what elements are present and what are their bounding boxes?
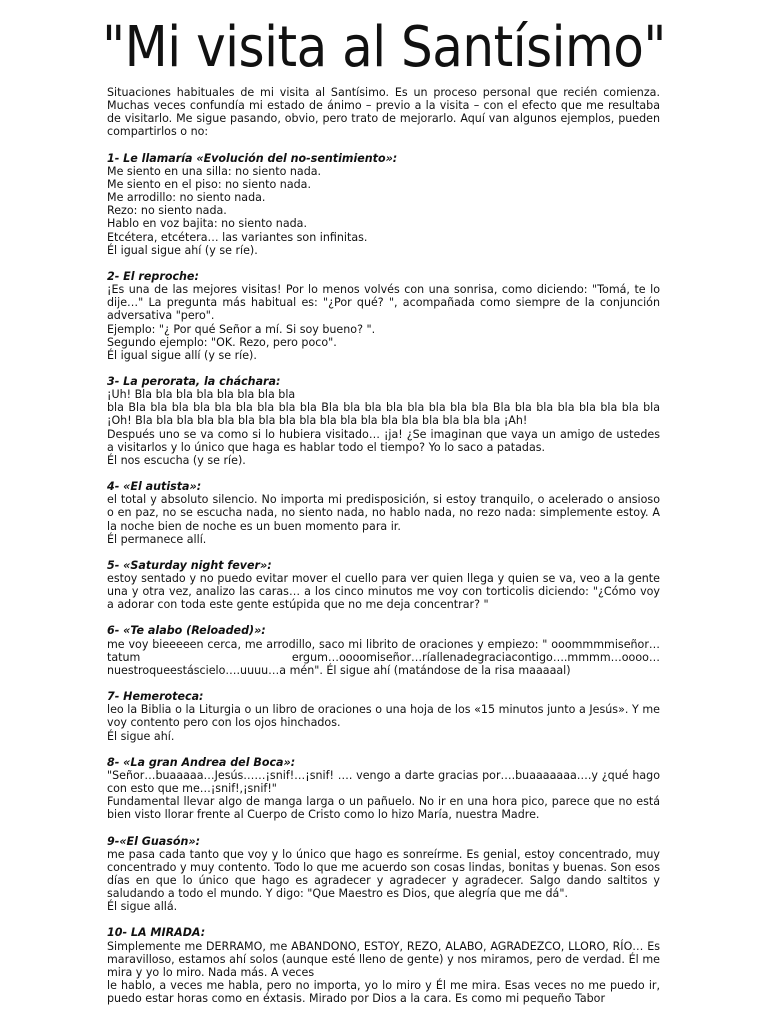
- section-line: leo la Biblia o la Liturgia o un libro de oraciones o una hoja de los «15 minutos junto a Jesús». Y me voy contento pero con los ojos hinchados.: [107, 703, 660, 730]
- sections-list: [107, 152, 660, 1006]
- section-line: estoy sentado y no puedo evitar mover el cuello para ver quien llega y quien se va, veo a la gente una y otra vez, analizo las caras… a los cinco minutos me voy con torticolis diciendo: "¿Cómo voy a adorar con toda este gente estúpida que no me deja concentrar? ": [107, 572, 660, 612]
- section-line: Él permanece allí.: [107, 532, 207, 546]
- section-line: Hablo en voz bajita: no siento nada.: [107, 217, 308, 231]
- section-line: Después uno se va como si lo hubiera visitado… ¡ja! ¿Se imaginan que vaya un amigo de ustedes a visitarlos y lo único que haga es hablar todo el tiempo? Yo lo saco a patadas.: [107, 427, 660, 454]
- section-title: 7- Hemeroteca:: [107, 690, 204, 704]
- section-title: 1- Le llamaría «Evolución del no-sentimiento»:: [107, 151, 398, 165]
- section-10: [107, 926, 660, 1005]
- document-title: "Mi visita al Santísimo": [102, 14, 666, 80]
- section-line: Él nos escucha (y se ríe).: [107, 453, 246, 467]
- section-title: 4- «El autista»:: [107, 480, 202, 494]
- section-8: [107, 756, 660, 822]
- section-4: [107, 480, 660, 546]
- section-line: Segundo ejemplo: "OK. Rezo, pero poco".: [107, 335, 337, 349]
- section-1: [107, 152, 660, 257]
- section-line: Rezo: no siento nada.: [107, 204, 227, 218]
- section-title: 2- El reproche:: [107, 269, 199, 283]
- section-line: Me siento en el piso: no siento nada.: [107, 177, 311, 191]
- section-line: me voy bieeeeen cerca, me arrodillo, saco mi librito de oraciones y empiezo: " ooommmmiseñor…tatum ergum…oooomiseñor…ríallenadegraciacontigo….mmmm…oooo…nuestroqueestáscielo….uuuu…a mén". Él sigue ahí (matándose de la risa maaaaal): [107, 637, 660, 677]
- section-line: ¡Es una de las mejores visitas! Por lo menos volvés con una sonrisa, como diciendo: "Tomá, te lo dije…" La pregunta más habitual es: "¿Por qué? ", acompañada como siempre de la conjunción adversativa "pero".: [107, 283, 660, 323]
- section-line: ¡Uh! Bla bla bla bla bla bla bla bla: [107, 388, 296, 402]
- section-line: me pasa cada tanto que voy y lo único que hago es sonreírme. Es genial, estoy concentrado, muy concentrado y muy contento. Todo lo que me acuerdo son cosas lindas, bonitas y buenas. Son esos días en que lo único que hago es agradecer y agradecer y agradecer. Salgo dando saltitos y saludando a todo el mundo. Y digo: "Que Maestro es Dios, que alegría que me dá".: [107, 847, 660, 901]
- document-body: [107, 86, 660, 1018]
- section-line: Me arrodillo: no siento nada.: [107, 191, 266, 205]
- section-line: Él sigue ahí.: [107, 729, 175, 743]
- section-3: [107, 375, 660, 467]
- section-title: 9-«El Guasón»:: [107, 834, 201, 848]
- section-5: [107, 559, 660, 612]
- section-line: Él igual sigue ahí (y se ríe).: [107, 243, 258, 257]
- section-line: Simplemente me DERRAMO, me ABANDONO, ESTOY, REZO, ALABO, AGRADEZCO, LLORO, RÍO… Es maravilloso, estamos ahí solos (aunque esté lleno de gente) y nos miramos, pero de verdad. Él me mira y yo lo miro. Nada más. A veces: [107, 939, 660, 979]
- section-2: [107, 270, 660, 362]
- section-title: 5- «Saturday night fever»:: [107, 558, 272, 572]
- section-line: "Señor…buaaaaa…Jesús……¡snif!…¡snif! …. vengo a darte gracias por….buaaaaaaa….y ¿qué hago con esto que me…¡snif!,¡snif!": [107, 768, 660, 796]
- section-line: Fundamental llevar algo de manga larga o un pañuelo. No ir en una hora pico, parece que no está bien visto llorar frente al Cuerpo de Cristo como lo hizo María, nuestra Madre.: [107, 795, 660, 822]
- section-title: 3- La perorata, la cháchara:: [107, 374, 281, 388]
- intro-paragraph: Situaciones habituales de mi visita al Santísimo. Es un proceso personal que recién comienza. Muchas veces confundía mi estado de ánimo – previo a la visita – con el efecto que me resultaba de visitarlo. Me sigue pasando, obvio, pero trato de mejorarlo. Aquí van algunos ejemplos, pueden compartirlos o no:: [107, 86, 660, 139]
- section-line: el total y absoluto silencio. No importa mi predisposición, si estoy tranquilo, o acelerado o ansioso o en paz, no se escucha nada, no siento nada, no hablo nada, no rezo nada: simplemente estoy. A la noche bien de noche es un buen momento para ir.: [107, 493, 660, 533]
- section-line: Ejemplo: "¿ Por qué Señor a mí. Si soy bueno? ".: [107, 322, 376, 336]
- section-title: 6- «Te alabo (Reloaded)»:: [107, 624, 266, 638]
- section-6: [107, 624, 660, 677]
- section-title: 8- «La gran Andrea del Boca»:: [107, 755, 296, 769]
- section-7: [107, 690, 660, 743]
- section-9: [107, 835, 660, 914]
- section-line: Él sigue allá.: [107, 900, 178, 914]
- section-line: Él igual sigue allí (y se ríe).: [107, 348, 257, 362]
- section-line: le hablo, a veces me habla, pero no importa, yo lo miro y Él me mira. Esas veces no me puedo ir, puedo estar horas como en éxtasis. Mirado por Dios a la cara. Es como mi pequeño Tabor: [107, 979, 660, 1006]
- section-line: Me siento en una silla: no siento nada.: [107, 164, 322, 178]
- section-line: bla Bla bla bla bla bla bla bla bla bla Bla bla bla bla bla bla bla bla Bla bla bla bla bla bla bla bla ¡Oh! Bla bla bla bla bla bla bla bla bla bla bla bla bla bla bla bla bla bla ¡Ah!: [107, 401, 660, 428]
- section-line: Etcétera, etcétera… las variantes son infinitas.: [107, 230, 368, 244]
- section-title: 10- LA MIRADA:: [107, 926, 206, 940]
